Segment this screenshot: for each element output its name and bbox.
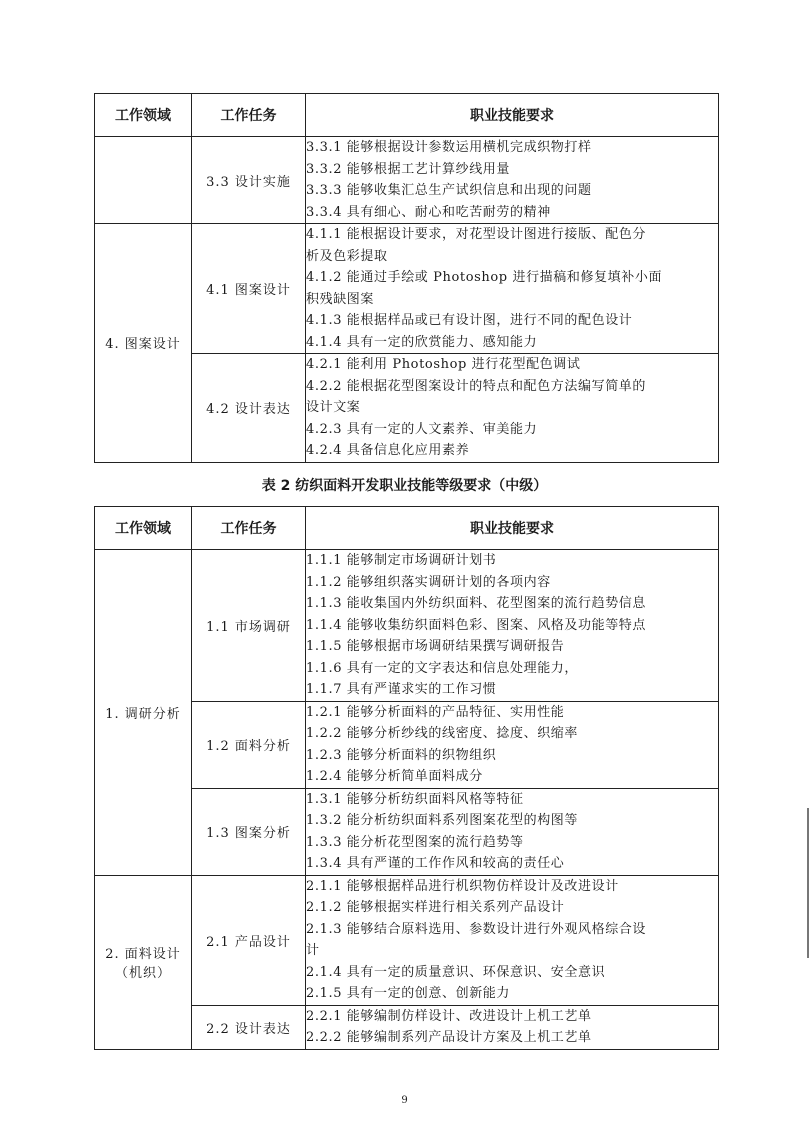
requirement-line: 4.2.2 能根据花型图案设计的特点和配色方法编写简单的	[306, 378, 647, 394]
requirements-cell	[306, 137, 719, 224]
requirement-line: 1.2.4 能够分析简单面料成分	[306, 769, 483, 784]
requirement-line: 3.3.3 能够收集汇总生产试织信息和出现的问题	[306, 183, 592, 198]
requirements-cell	[306, 875, 719, 1005]
table-header-row	[95, 94, 719, 137]
work-area-subtitle: （机织）	[114, 966, 171, 981]
requirement-line: 3.3.4 具有细心、耐心和吃苦耐劳的精神	[306, 204, 551, 220]
requirement-line: 4.2.3 具有一定的人文素养、审美能力	[306, 421, 538, 437]
requirements-cell	[306, 224, 719, 354]
requirement-line: 析及色彩提取	[306, 248, 388, 264]
requirement-line: 2.1.3 能够结合原料选用、参数设计进行外观风格综合设	[306, 921, 647, 937]
requirement-line: 2.1.4 具有一定的质量意识、环保意识、安全意识	[306, 964, 606, 980]
requirement-line: 4.1.1 能根据设计要求，对花型设计图进行接版、配色分	[306, 227, 647, 242]
requirements-cell	[306, 1005, 719, 1049]
work-area-cell-empty	[95, 137, 192, 224]
requirement-line: 4.2.4 具备信息化应用素养	[306, 443, 470, 458]
requirement-line: 2.2.1 能够编制仿样设计、改进设计上机工艺单	[306, 1008, 592, 1024]
requirement-line: 积残缺图案	[306, 291, 375, 307]
requirement-line: 3.3.2 能够根据工艺计算纱线用量	[306, 161, 511, 177]
requirement-line: 1.3.4 具有严谨的工作作风和较高的责任心	[306, 856, 565, 871]
requirement-line: 1.2.1 能够分析面料的产品特征、实用性能	[306, 704, 565, 720]
header-work-task: 工作任务	[192, 507, 306, 550]
requirement-line: 1.3.2 能分析纺织面料系列图案花型的构图等	[306, 813, 579, 828]
work-task-cell: 4.2 设计表达	[192, 354, 306, 463]
header-skill-requirements: 职业技能要求	[306, 94, 719, 137]
page-number: 9	[401, 1095, 408, 1106]
requirement-line: 计	[306, 943, 320, 958]
header-work-area: 工作领域	[95, 94, 192, 137]
work-area-cell: 4. 图案设计	[95, 224, 192, 463]
requirement-line: 4.1.3 能根据样品或已有设计图，进行不同的配色设计	[306, 313, 633, 328]
work-task-cell: 4.1 图案设计	[192, 224, 306, 354]
work-area-title: 2. 面料设计	[105, 947, 181, 962]
requirement-line: 1.1.5 能够根据市场调研结果撰写调研报告	[306, 639, 565, 654]
table-2-caption: 表 2 纺织面料开发职业技能等级要求（中级）	[261, 478, 548, 494]
work-task-cell: 3.3 设计实施	[192, 137, 306, 224]
work-task-cell: 1.3 图案分析	[192, 788, 306, 875]
requirement-line: 1.1.7 具有严谨求实的工作习惯	[306, 682, 497, 697]
requirement-line: 1.2.2 能够分析纱线的线密度、捻度、织缩率	[306, 726, 579, 741]
work-task-cell: 2.1 产品设计	[192, 875, 306, 1005]
requirement-line: 2.1.2 能够根据实样进行相关系列产品设计	[306, 900, 565, 915]
requirement-line: 2.2.2 能够编制系列产品设计方案及上机工艺单	[306, 1030, 592, 1045]
skills-table-1	[94, 93, 719, 463]
requirement-line: 1.1.2 能够组织落实调研计划的各项内容	[306, 574, 551, 590]
work-task-cell: 1.1 市场调研	[192, 550, 306, 702]
requirement-line: 1.1.3 能收集国内外纺织面料、花型图案的流行趋势信息	[306, 596, 647, 611]
table-row	[95, 224, 719, 354]
skills-table-2	[94, 506, 719, 1050]
table-header-row	[95, 507, 719, 550]
header-work-task: 工作任务	[192, 94, 306, 137]
requirement-line: 4.2.1 能利用 Photoshop 进行花型配色调试	[306, 357, 581, 372]
requirement-line: 1.1.6 具有一定的文字表达和信息处理能力，	[306, 660, 579, 676]
requirement-line: 2.1.5 具有一定的创意、创新能力	[306, 986, 511, 1001]
requirement-line: 1.3.1 能够分析纺织面料风格等特征	[306, 791, 524, 807]
work-area-cell: 1. 调研分析	[95, 550, 192, 876]
requirement-line: 3.3.1 能够根据设计参数运用横机完成织物打样	[306, 140, 592, 155]
header-skill-requirements: 职业技能要求	[306, 507, 719, 550]
requirement-line: 设计文案	[306, 400, 361, 415]
table-row	[95, 550, 719, 702]
requirement-line: 1.3.3 能分析花型图案的流行趋势等	[306, 834, 524, 850]
requirement-line: 4.1.2 能通过手绘或 Photoshop 进行描稿和修复填补小面	[306, 270, 663, 285]
requirement-line: 2.1.1 能够根据样品进行机织物仿样设计及改进设计	[306, 878, 619, 894]
work-task-cell: 1.2 面料分析	[192, 701, 306, 788]
table-row	[95, 875, 719, 1005]
requirements-cell	[306, 550, 719, 702]
work-area-cell	[95, 875, 192, 1049]
requirement-line: 1.1.1 能够制定市场调研计划书	[306, 553, 497, 568]
requirement-line: 1.1.4 能够收集纺织面料色彩、图案、风格及功能等特点	[306, 617, 647, 633]
requirement-line: 1.2.3 能够分析面料的织物组织	[306, 747, 497, 763]
header-work-area: 工作领域	[95, 507, 192, 550]
requirements-cell	[306, 788, 719, 875]
work-task-cell: 2.2 设计表达	[192, 1005, 306, 1049]
requirements-cell	[306, 701, 719, 788]
requirement-line: 4.1.4 具有一定的欣赏能力、感知能力	[306, 334, 538, 350]
requirements-cell	[306, 354, 719, 463]
table-row	[95, 137, 719, 224]
